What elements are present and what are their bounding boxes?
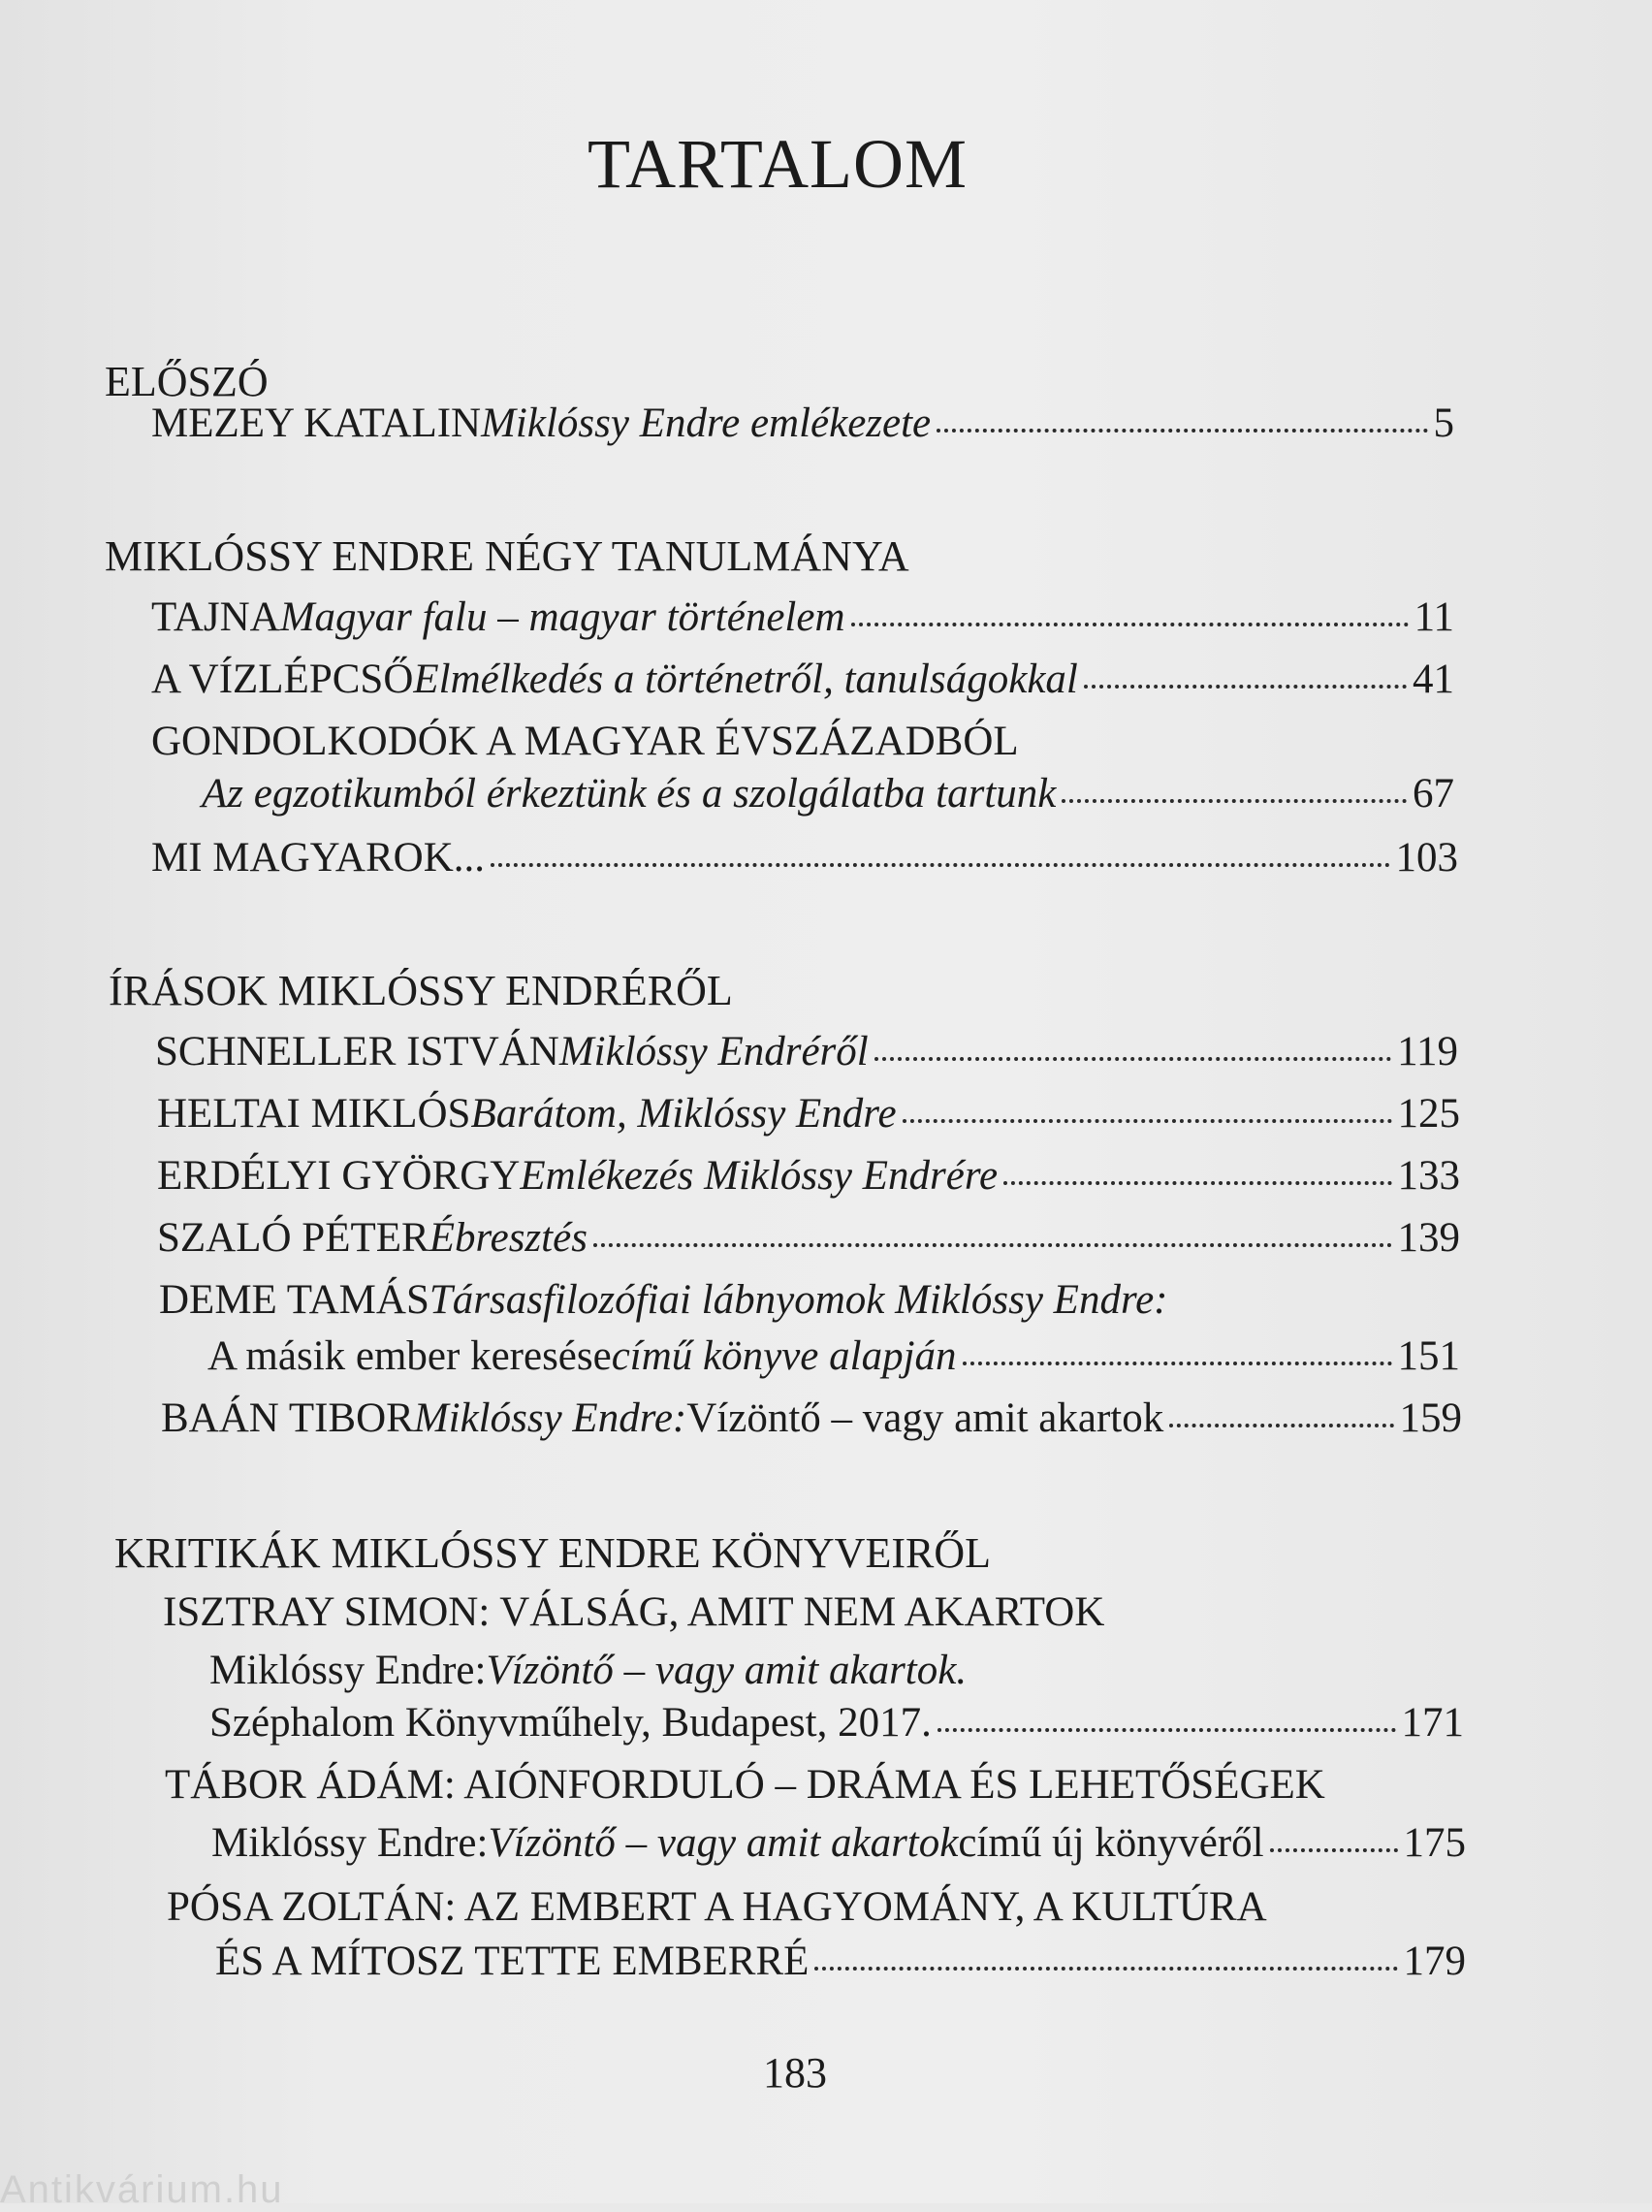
dot-leader	[1003, 1181, 1391, 1185]
page-number: 11	[1414, 594, 1454, 640]
toc-entry[interactable]: TAJNA Magyar falu – magyar történelem 11	[151, 594, 1454, 640]
page-number: 175	[1403, 1820, 1466, 1866]
toc-entry[interactable]: MI MAGYAROK... 103	[151, 835, 1458, 881]
toc-entry[interactable]: A másik ember keresése című könyve alapján 151	[207, 1333, 1460, 1379]
page-number: 171	[1401, 1700, 1464, 1746]
toc-entry-heading: DEME TAMÁS Társasfilozófiai lábnyomok Miklóssy Endre:	[159, 1277, 1168, 1323]
page-number: 5	[1433, 401, 1454, 446]
toc-entry-heading: GONDOLKODÓK A MAGYAR ÉVSZÁZADBÓL	[151, 719, 1019, 764]
dot-leader	[851, 623, 1409, 626]
toc-entry-heading: ISZTRAY SIMON: VÁLSÁG, AMIT NEM AKARTOK	[163, 1589, 1105, 1635]
page-number: 139	[1397, 1215, 1460, 1261]
dot-leader	[1169, 1424, 1393, 1427]
page-number: 151	[1397, 1333, 1460, 1379]
section-heading: ELŐSZÓ	[105, 358, 269, 405]
dot-leader	[903, 1119, 1392, 1123]
toc-entry[interactable]: HELTAI MIKLÓS Barátom, Miklóssy Endre 125	[157, 1091, 1460, 1137]
toc-entry[interactable]: Széphalom Könyvműhely, Budapest, 2017. 171	[209, 1700, 1464, 1746]
toc-entry[interactable]: SCHNELLER ISTVÁN Miklóssy Endréről 119	[155, 1029, 1458, 1074]
toc-entry[interactable]: ERDÉLYI GYÖRGY Emlékezés Miklóssy Endrére 133	[157, 1153, 1460, 1199]
dot-leader	[1270, 1848, 1398, 1852]
dot-leader	[1062, 799, 1407, 803]
dot-leader	[1084, 685, 1407, 689]
section-heading: KRITIKÁK MIKLÓSSY ENDRE KÖNYVEIRŐL	[114, 1529, 991, 1577]
dot-leader	[874, 1057, 1391, 1061]
toc-entry[interactable]: BAÁN TIBOR Miklóssy Endre: Vízöntő – vagy amit akartok 159	[161, 1395, 1462, 1441]
toc-entry[interactable]: SZALÓ PÉTER Ébresztés 139	[157, 1215, 1460, 1261]
section-heading: MIKLÓSSY ENDRE NÉGY TANULMÁNYA	[105, 532, 909, 580]
dot-leader	[593, 1243, 1392, 1247]
page-title: TARTALOM	[587, 125, 969, 203]
toc-entry[interactable]: Miklóssy Endre: Vízöntő – vagy amit akartok című új könyvéről 175	[211, 1820, 1466, 1866]
page-number: 41	[1413, 657, 1454, 702]
page-number: 125	[1397, 1091, 1460, 1137]
page-number: 159	[1399, 1395, 1462, 1441]
toc-entry[interactable]: Az egzotikumból érkeztünk és a szolgálatba tartunk 67	[202, 771, 1454, 817]
page-number: 179	[1403, 1939, 1466, 1984]
dot-leader	[937, 429, 1427, 433]
dot-leader	[937, 1728, 1396, 1732]
section-heading: ÍRÁSOK MIKLÓSSY ENDRÉRŐL	[109, 967, 733, 1014]
dot-leader	[963, 1362, 1392, 1365]
toc-entry-heading: PÓSA ZOLTÁN: AZ EMBERT A HAGYOMÁNY, A KULTÚRA	[167, 1884, 1267, 1930]
page-number: 119	[1397, 1029, 1458, 1074]
page-number: 103	[1395, 835, 1458, 881]
page-number-folio: 183	[763, 2049, 827, 2097]
page-number: 67	[1413, 771, 1454, 817]
toc-entry-subline: Miklóssy Endre: Vízöntő – vagy amit akartok.	[209, 1648, 968, 1693]
watermark: Antikvárium.hu	[0, 2168, 284, 2211]
page-number: 133	[1397, 1153, 1460, 1199]
toc-entry-heading: TÁBOR ÁDÁM: AIÓNFORDULÓ – DRÁMA ÉS LEHETŐSÉGEK	[165, 1762, 1325, 1808]
toc-entry[interactable]: A VÍZLÉPCSŐ Elmélkedés a történetről, tanulságokkal 41	[151, 657, 1454, 702]
toc-entry[interactable]: MEZEY KATALIN Miklóssy Endre emlékezete 5	[151, 401, 1454, 446]
dot-leader	[814, 1967, 1397, 1971]
dot-leader	[491, 863, 1389, 867]
toc-entry[interactable]: ÉS A MÍTOSZ TETTE EMBERRÉ 179	[215, 1939, 1466, 1984]
